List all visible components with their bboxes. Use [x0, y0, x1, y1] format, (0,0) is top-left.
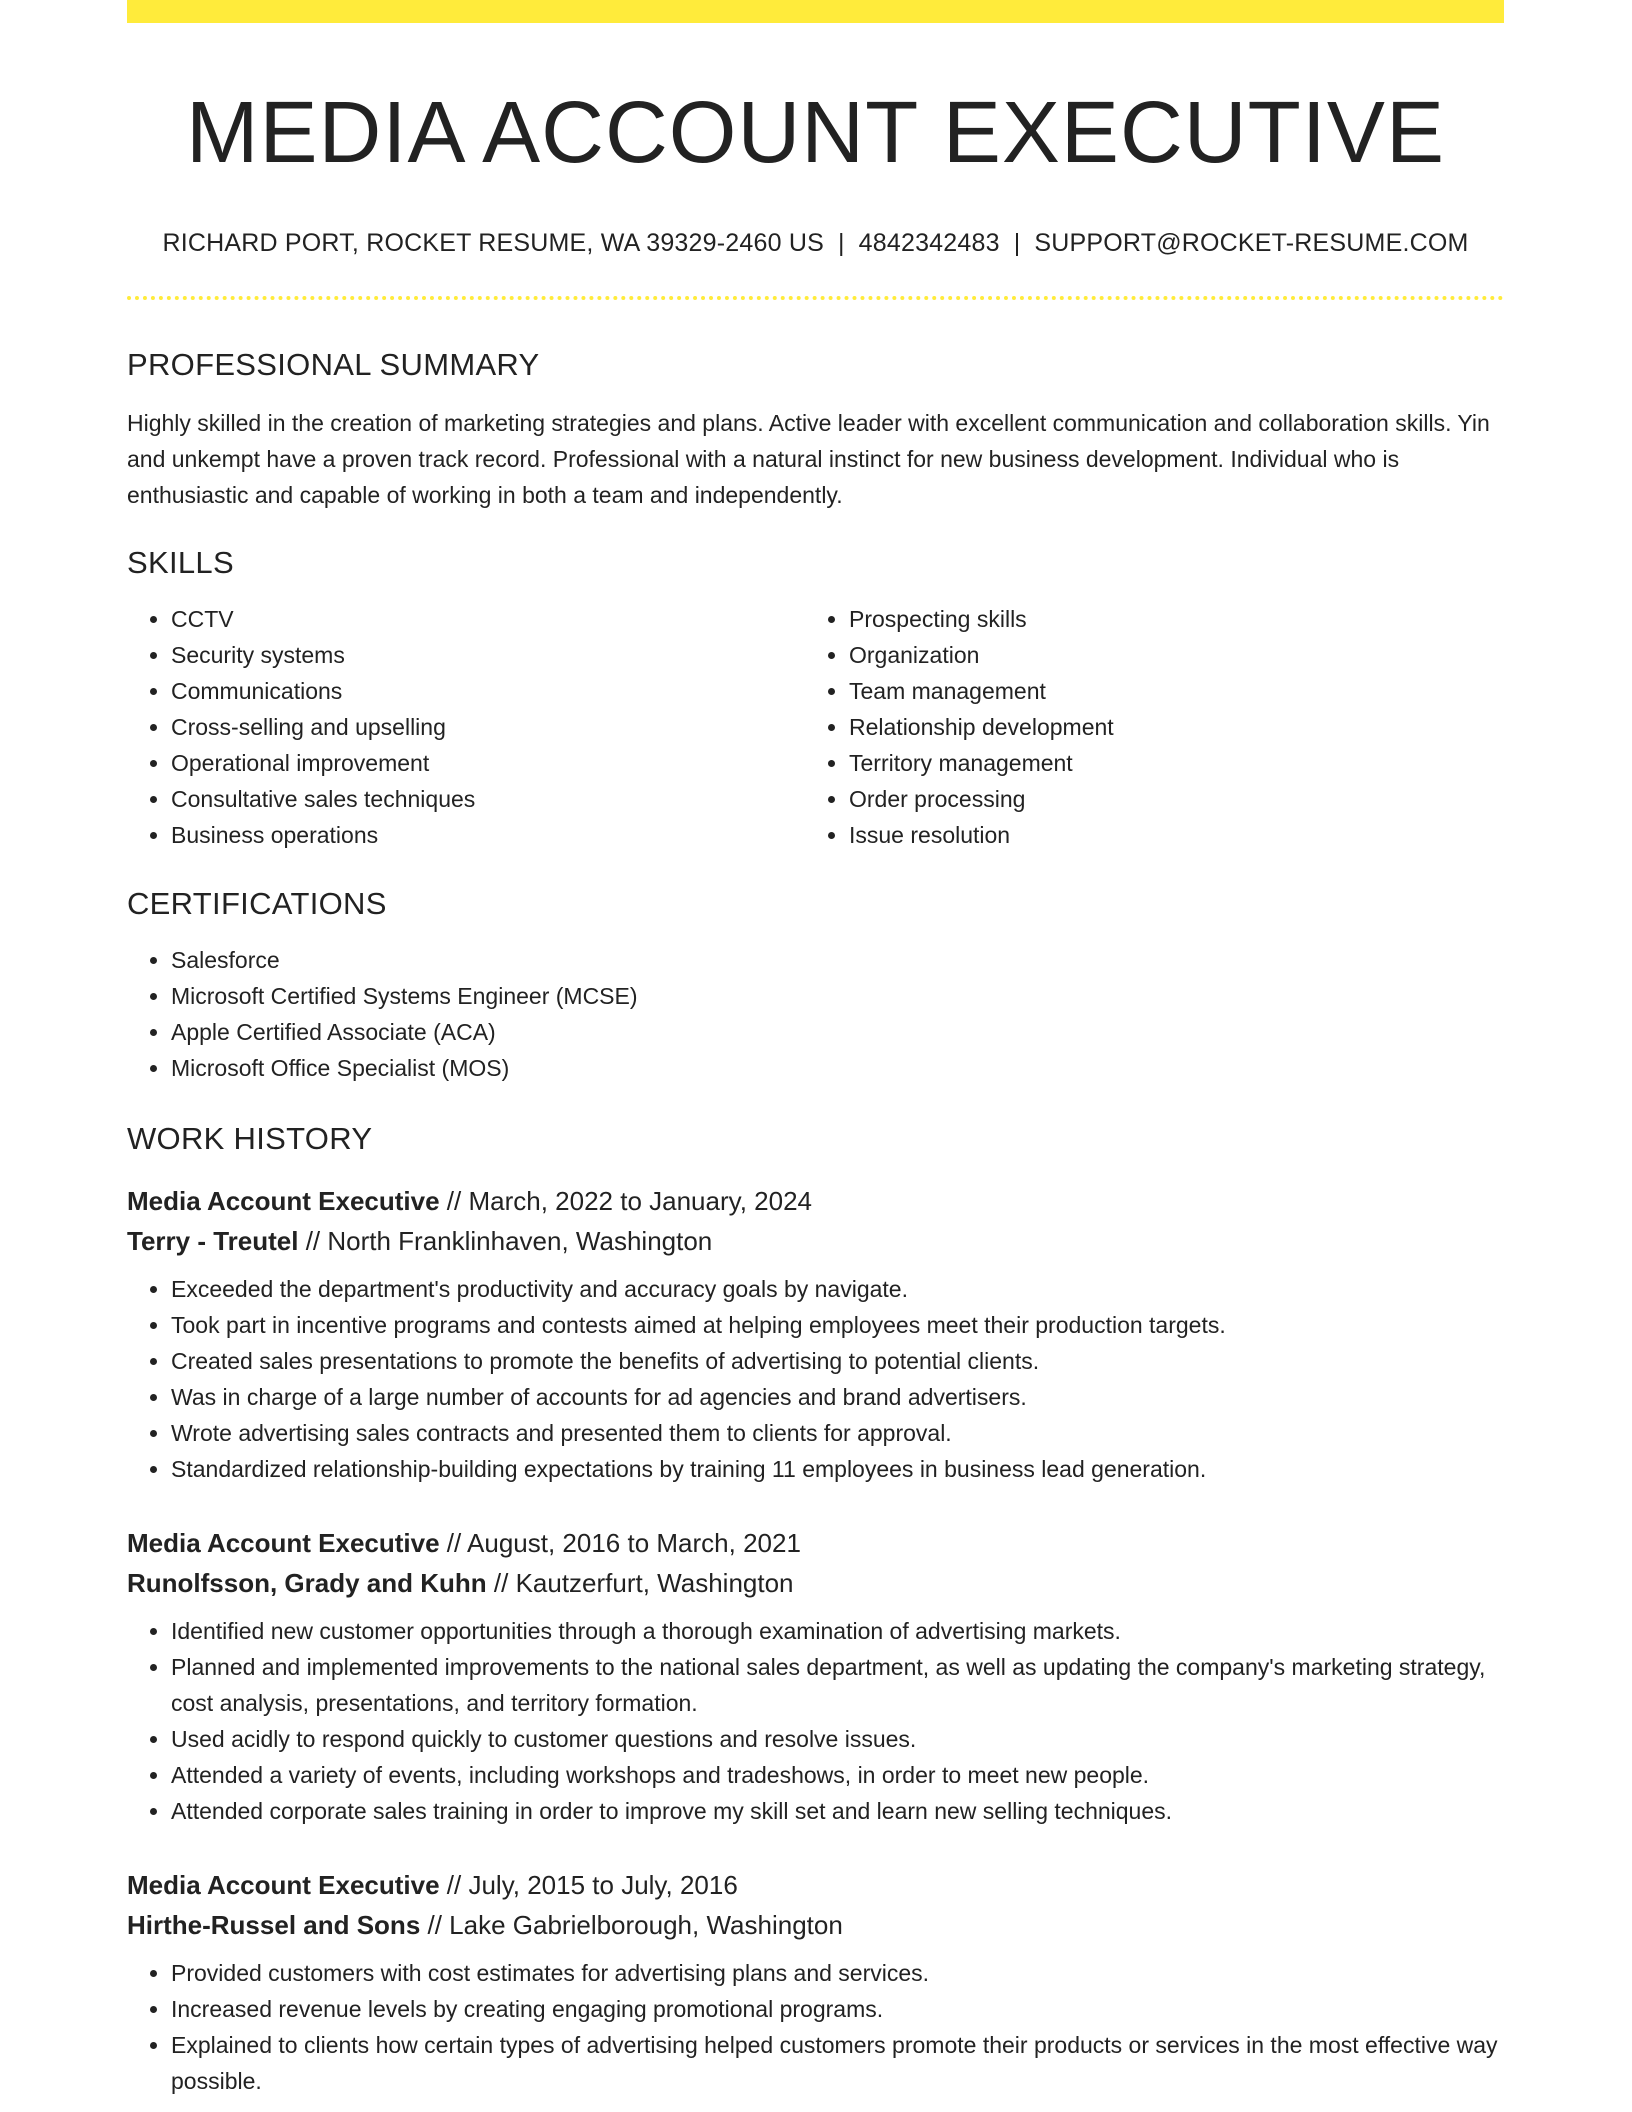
work-history-section-title: WORK HISTORY [127, 1120, 373, 1156]
certification-item: • Microsoft Certified Systems Engineer (MCSE) [171, 978, 1504, 1014]
accent-top-bar [127, 0, 1504, 23]
job-role: Media Account Executive [127, 1185, 440, 1216]
skill-item: • Territory management [849, 745, 1483, 781]
job-role-line [127, 1523, 1504, 1563]
skill-item: • Issue resolution [849, 817, 1483, 853]
job-bullet: • Used acidly to respond quickly to customer questions and resolve issues. [171, 1721, 1504, 1757]
job-entry [127, 1523, 1504, 1829]
contact-address: RICHARD PORT, ROCKET RESUME, WA 39329-2460 US [162, 228, 824, 257]
skills-columns [127, 601, 1504, 853]
contact-separator: | [1013, 228, 1021, 257]
job-entry [127, 1865, 1504, 2099]
job-bullet: • Planned and implemented improvements to the national sales department, as well as updating the company's marketing strategy, cost analysis, presentations, and territory formation. [171, 1649, 1504, 1721]
certifications-section-title: CERTIFICATIONS [127, 885, 387, 921]
job-dates: // August, 2016 to March, 2021 [439, 1527, 801, 1558]
job-bullet: • Attended a variety of events, including workshops and tradeshows, in order to meet new people. [171, 1757, 1504, 1793]
summary-text: Highly skilled in the creation of marketing strategies and plans. Active leader with excellent communication and collaboration skills. Yin and unkempt have a proven track record. Professional with a natural instinct for new business development. Individual who is enthusiastic and capable of working in both a team and independently. [127, 409, 1490, 508]
resume-name-heading: MEDIA ACCOUNT EXECUTIVE [186, 84, 1445, 181]
skills-column-right [805, 601, 1483, 853]
certification-item: • Salesforce [171, 942, 1504, 978]
job-bullet: • Created sales presentations to promote the benefits of advertising to potential clients. [171, 1343, 1504, 1379]
job-bullet: • Exceeded the department's productivity and accuracy goals by navigate. [171, 1271, 1504, 1307]
job-location: // Kautzerfurt, Washington [486, 1567, 794, 1598]
skill-item: • Cross-selling and upselling [171, 709, 805, 745]
skills-list-right [805, 601, 1483, 853]
skill-item: • Communications [171, 673, 805, 709]
job-role-line [127, 1181, 1504, 1221]
skills-column-left [127, 601, 805, 853]
job-dates: // March, 2022 to January, 2024 [439, 1185, 812, 1216]
contact-line [127, 229, 1504, 258]
job-company-line [127, 1905, 1504, 1945]
job-bullet: • Explained to clients how certain types of advertising helped customers promote their products or services in the most effective way possible. [171, 2027, 1504, 2099]
contact-phone: 4842342483 [858, 228, 1000, 257]
skill-item: • Relationship development [849, 709, 1483, 745]
skill-item: • Team management [849, 673, 1483, 709]
skill-item: • Business operations [171, 817, 805, 853]
job-dates: // July, 2015 to July, 2016 [439, 1869, 738, 1900]
skills-section-title: SKILLS [127, 544, 234, 580]
job-company: Terry - Treutel [127, 1225, 299, 1256]
skill-item: • Consultative sales techniques [171, 781, 805, 817]
skill-item: • Operational improvement [171, 745, 805, 781]
dotted-divider [127, 296, 1504, 300]
summary-section-title: PROFESSIONAL SUMMARY [127, 346, 540, 382]
job-bullet: • Identified new customer opportunities through a thorough examination of advertising markets. [171, 1613, 1504, 1649]
job-bullet: • Wrote advertising sales contracts and presented them to clients for approval. [171, 1415, 1504, 1451]
contact-separator: | [837, 228, 845, 257]
skill-item: • Security systems [171, 637, 805, 673]
job-bullet: • Increased revenue levels by creating engaging promotional programs. [171, 1991, 1504, 2027]
skill-item: • CCTV [171, 601, 805, 637]
job-location: // North Franklinhaven, Washington [298, 1225, 713, 1256]
resume-page [127, 0, 1504, 2099]
job-role-line [127, 1865, 1504, 1905]
job-bullet-list [127, 1955, 1504, 2099]
job-entry [127, 1181, 1504, 1487]
job-bullet: • Took part in incentive programs and contests aimed at helping employees meet their production targets. [171, 1307, 1504, 1343]
certifications-list [127, 942, 1504, 1086]
job-bullet: • Provided customers with cost estimates for advertising plans and services. [171, 1955, 1504, 1991]
job-bullet: • Was in charge of a large number of accounts for ad agencies and brand advertisers. [171, 1379, 1504, 1415]
certification-item: • Apple Certified Associate (ACA) [171, 1014, 1504, 1050]
skill-item: • Order processing [849, 781, 1483, 817]
job-bullet: • Attended corporate sales training in order to improve my skill set and learn new selling techniques. [171, 1793, 1504, 1829]
job-company-line [127, 1221, 1504, 1261]
job-role: Media Account Executive [127, 1869, 440, 1900]
skill-item: • Organization [849, 637, 1483, 673]
job-company: Runolfsson, Grady and Kuhn [127, 1567, 487, 1598]
skills-list-left [127, 601, 805, 853]
job-location: // Lake Gabrielborough, Washington [420, 1909, 843, 1940]
certification-item: • Microsoft Office Specialist (MOS) [171, 1050, 1504, 1086]
job-bullet-list [127, 1613, 1504, 1829]
job-role: Media Account Executive [127, 1527, 440, 1558]
skill-item: • Prospecting skills [849, 601, 1483, 637]
job-bullet-list [127, 1271, 1504, 1487]
job-company-line [127, 1563, 1504, 1603]
job-bullet: • Standardized relationship-building expectations by training 11 employees in business lead generation. [171, 1451, 1504, 1487]
contact-email: SUPPORT@ROCKET-RESUME.COM [1034, 228, 1469, 257]
job-company: Hirthe-Russel and Sons [127, 1909, 421, 1940]
